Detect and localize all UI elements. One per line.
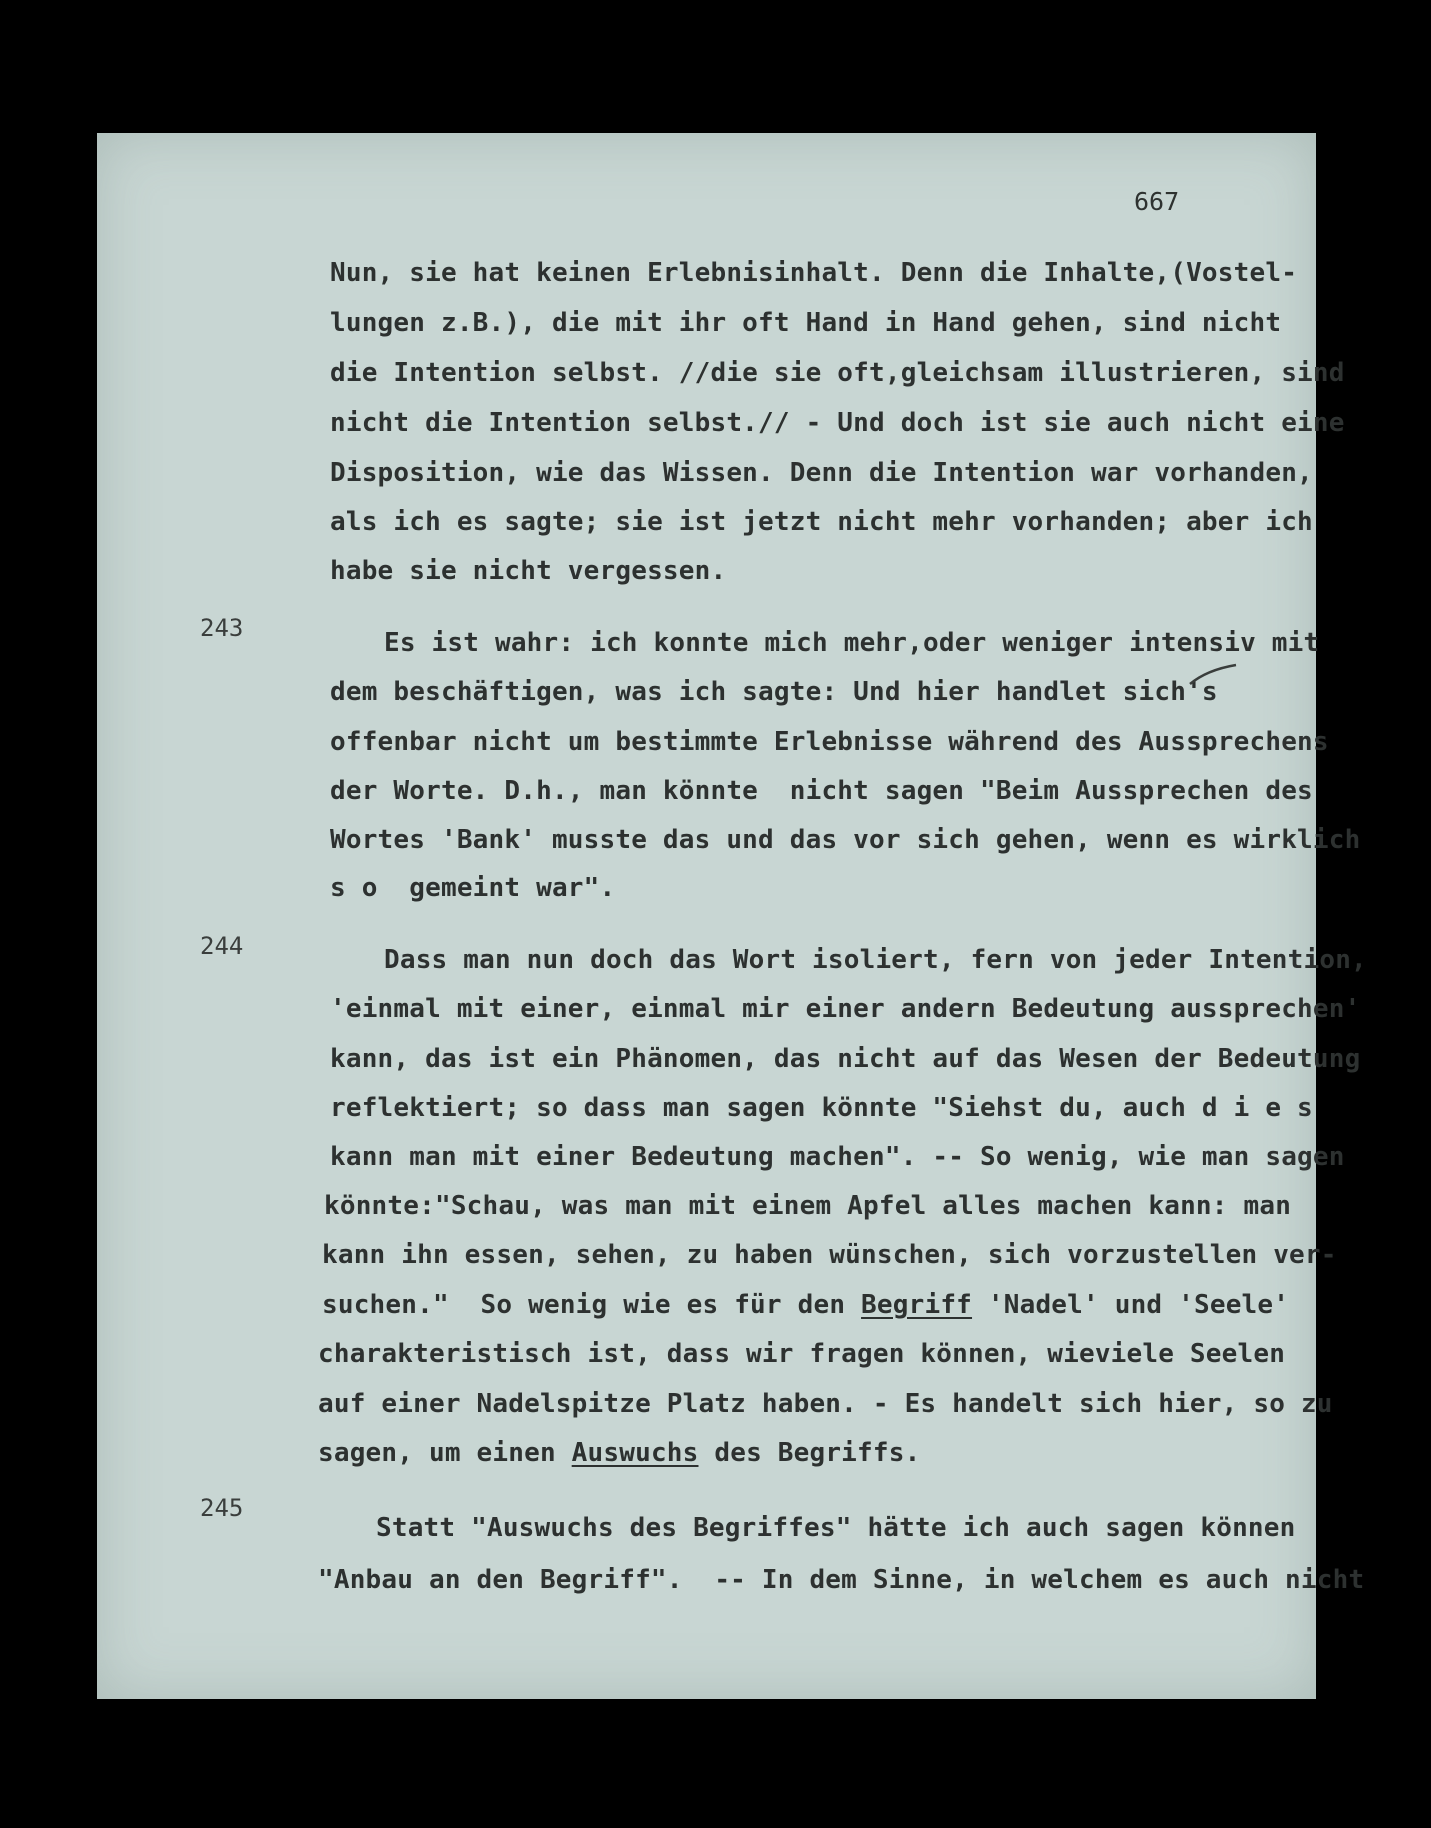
margin-number-245: 245 xyxy=(200,1494,244,1522)
text-segment: suchen." xyxy=(322,1290,449,1320)
text-line: "Anbau an den Begriff". -- In dem Sinne, in welchem es auch nicht xyxy=(318,1565,1365,1595)
text-line: Dass man nun doch das Wort isoliert, fern von jeder Intention, xyxy=(384,945,1367,975)
text-line xyxy=(322,1290,1289,1320)
margin-number-243: 243 xyxy=(200,614,244,642)
text-line: s o gemeint war". xyxy=(330,873,616,903)
text-segment: des Begriffs. xyxy=(714,1438,921,1468)
text-line: der Worte. D.h., man könnte nicht sagen "Beim Aussprechen des xyxy=(330,776,1313,806)
text-line: die Intention selbst. //die sie oft,gleichsam illustrieren, sind xyxy=(330,358,1345,388)
text-line xyxy=(318,1438,920,1468)
margin-number-244: 244 xyxy=(200,932,244,960)
text-line: als ich es sagte; sie ist jetzt nicht mehr vorhanden; aber ich xyxy=(330,507,1313,537)
text-line: 'einmal mit einer, einmal mir einer andern Bedeutung aussprechen' xyxy=(330,994,1361,1024)
text-line: Es ist wahr: ich konnte mich mehr,oder weniger intensiv mit xyxy=(384,628,1320,658)
text-line: kann, das ist ein Phänomen, das nicht auf das Wesen der Bedeutung xyxy=(330,1044,1361,1074)
text-line: könnte:"Schau, was man mit einem Apfel alles machen kann: man xyxy=(324,1191,1292,1221)
text-line: auf einer Nadelspitze Platz haben. - Es handelt sich hier, so zu xyxy=(318,1389,1333,1419)
text-line: nicht die Intention selbst.// - Und doch ist sie auch nicht eine xyxy=(330,408,1345,438)
underlined-word: Begriff xyxy=(861,1290,973,1320)
text-line: Nun, sie hat keinen Erlebnisinhalt. Denn die Inhalte,(Vostel- xyxy=(330,258,1298,288)
text-line: Disposition, wie das Wissen. Denn die Intention war vorhanden, xyxy=(330,458,1313,488)
text-segment: So wenig wie es für den xyxy=(480,1290,846,1320)
text-line: reflektiert; so dass man sagen könnte "Siehst du, auch d i e s xyxy=(330,1093,1313,1123)
text-line: dem beschäftigen, was ich sagte: Und hier handlet sich's xyxy=(330,677,1218,707)
pen-mark-icon xyxy=(1188,662,1238,688)
text-line: lungen z.B.), die mit ihr oft Hand in Hand gehen, sind nicht xyxy=(330,308,1282,338)
underlined-word: Auswuchs xyxy=(571,1438,699,1468)
text-line: Wortes 'Bank' musste das und das vor sich gehen, wenn es wirklich xyxy=(330,825,1361,855)
text-line: charakteristisch ist, dass wir fragen können, wieviele Seelen xyxy=(318,1339,1286,1369)
text-line: kann man mit einer Bedeutung machen". -- So wenig, wie man sagen xyxy=(330,1142,1345,1172)
page-number: 667 xyxy=(1134,187,1180,216)
text-line: Statt "Auswuchs des Begriffes" hätte ich auch sagen können xyxy=(376,1513,1296,1543)
text-segment: 'Nadel' und 'Seele' xyxy=(987,1290,1290,1320)
text-segment: sagen, um einen xyxy=(318,1438,556,1468)
text-line: offenbar nicht um bestimmte Erlebnisse während des Aussprechens xyxy=(330,727,1329,757)
text-line: habe sie nicht vergessen. xyxy=(330,556,727,586)
text-line: kann ihn essen, sehen, zu haben wünschen, sich vorzustellen ver- xyxy=(322,1240,1337,1270)
